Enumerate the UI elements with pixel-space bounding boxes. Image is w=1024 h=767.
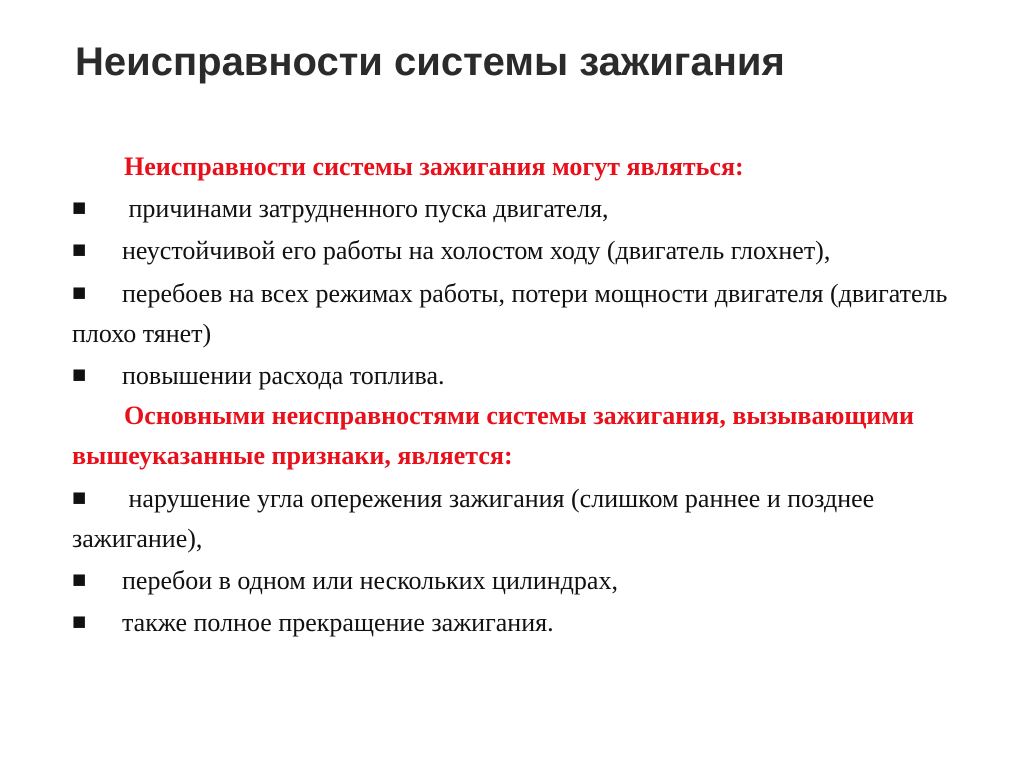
slide-title: Неисправности системы зажигания xyxy=(75,40,785,84)
section-heading-main-faults: Основными неисправностями системы зажигания, вызывающими вышеуказанные признаки, является: xyxy=(72,401,914,471)
list-item xyxy=(72,272,992,354)
list-item-text: перебои в одном или нескольких цилиндрах, xyxy=(122,566,618,596)
list-item xyxy=(72,477,992,559)
list-item xyxy=(72,354,992,396)
list-item-text: неустойчивой его работы на холостом ходу (двигатель глохнет), xyxy=(122,236,831,266)
list-item-text: также полное прекращение зажигания. xyxy=(122,608,554,638)
list-item xyxy=(72,187,992,229)
square-bullet-icon: ■ xyxy=(72,240,87,259)
square-bullet-icon: ■ xyxy=(72,365,87,384)
square-bullet-icon: ■ xyxy=(72,282,87,301)
list-item-text: перебоев на всех режимах работы, потери мощности двигателя (двигатель плохо тянет) xyxy=(72,278,948,348)
list-item-text: причинами затрудненного пуска двигателя, xyxy=(122,194,609,224)
slide-body xyxy=(72,147,992,643)
list-item-text: повышении расхода топлива. xyxy=(122,361,445,391)
square-bullet-icon: ■ xyxy=(72,487,87,506)
list-item-text: нарушение угла опережения зажигания (слишком раннее и позднее зажигание), xyxy=(72,483,875,553)
list-item xyxy=(72,229,992,271)
list-item xyxy=(72,559,992,601)
section-heading-causes: Неисправности системы зажигания могут являться: xyxy=(124,152,744,181)
square-bullet-icon: ■ xyxy=(72,612,87,631)
square-bullet-icon: ■ xyxy=(72,198,87,217)
square-bullet-icon: ■ xyxy=(72,570,87,589)
list-item xyxy=(72,601,992,643)
